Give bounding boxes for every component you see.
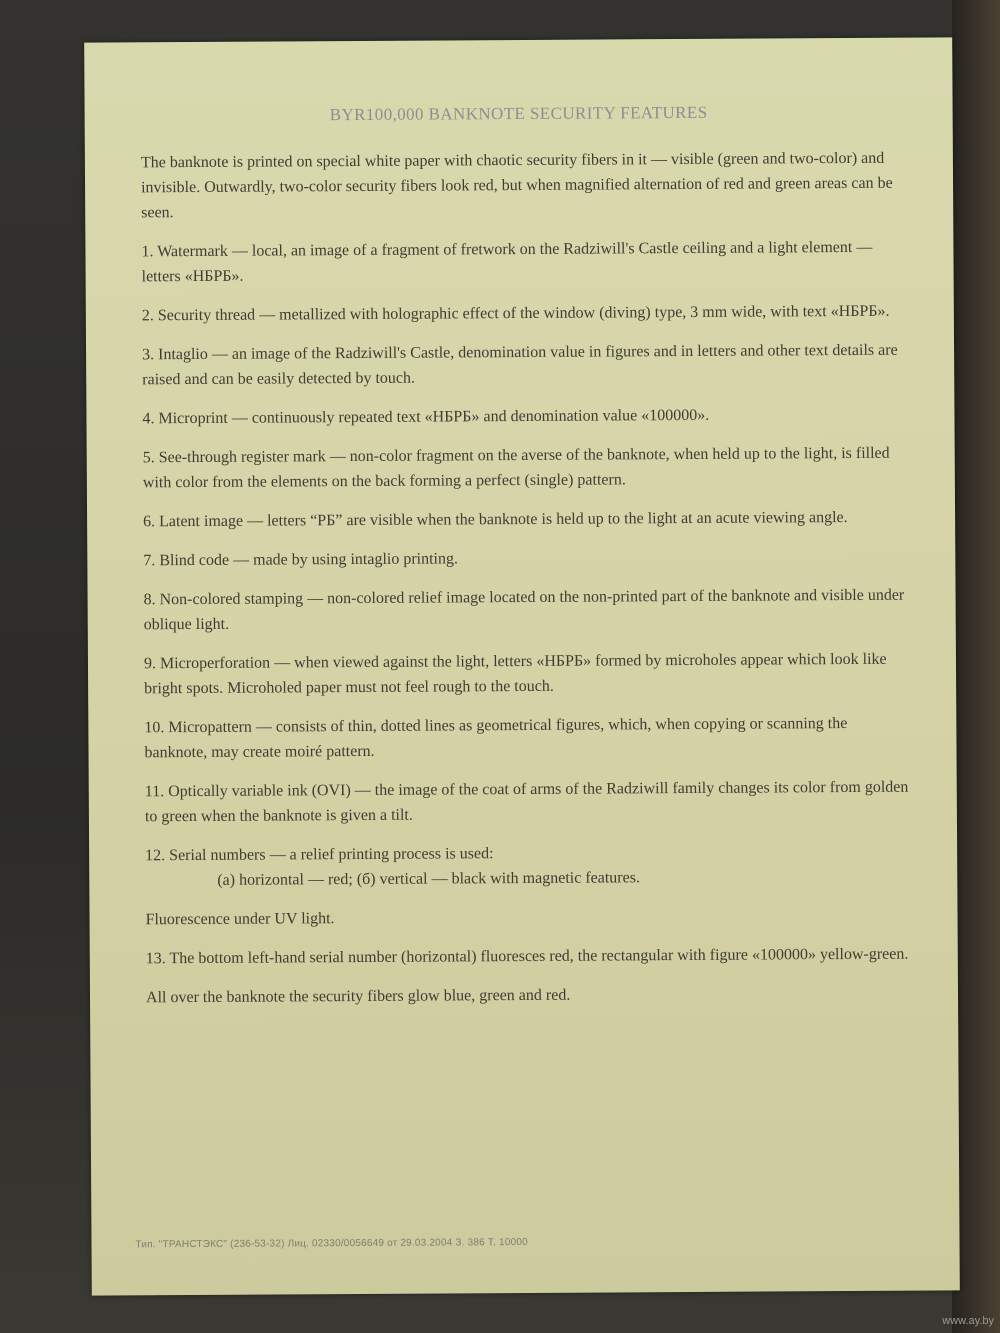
table-edge bbox=[952, 0, 1000, 1333]
serial-numbers-detail: (a) horizontal — red; (б) vertical — black with magnetic features. bbox=[217, 869, 640, 889]
feature-item-7: 7. Blind code — made by using intaglio printing. bbox=[143, 550, 459, 570]
uv-heading: Fluorescence under UV light. bbox=[145, 910, 335, 929]
feature-item-1: 1. Watermark — local, an image of a fragment of fretwork on the Radziwill's Castle ceiling and a light element — letters «НБРБ». bbox=[141, 238, 873, 286]
site-watermark: www.ay.by bbox=[942, 1315, 994, 1327]
intro-paragraph: The banknote is printed on special white paper with chaotic security fibers in it — visible (green and two-color) and invisible. Outwardly, two-color security fibers look red, but when magnified alternation of red and green areas can be seen. bbox=[140, 149, 893, 222]
feature-item-8: 8. Non-colored stamping — non-colored relief image located on the non-printed part of the banknote and visible under oblique light. bbox=[143, 586, 905, 634]
printer-imprint: Тип. "ТРАНСТЭКС" (236-53-32) Лиц. 02330/0056649 от 29.03.2004 З. 386 Т. 10000 bbox=[135, 1236, 528, 1251]
feature-item-5: 5. See-through register mark — non-color fragment on the averse of the banknote, when held up to the light, is filled with color from the elements on the back forming a perfect (single) pattern. bbox=[142, 444, 890, 492]
closing-paragraph: All over the banknote the security fibers glow blue, green and red. bbox=[145, 986, 571, 1007]
document-body bbox=[141, 146, 914, 1025]
feature-item-13: 13. The bottom left-hand serial number (horizontal) fluoresces red, the rectangular with figure «100000» yellow-green. bbox=[145, 945, 909, 968]
feature-item-10: 10. Micropattern — consists of thin, dotted lines as geometrical figures, which, when copying or scanning the banknote, may create moiré pattern. bbox=[144, 715, 848, 762]
feature-item-12: 12. Serial numbers — a relief printing process is used: bbox=[145, 845, 494, 865]
document-sheet bbox=[84, 37, 960, 1295]
feature-item-6: 6. Latent image — letters “РБ” are visible when the banknote is held up to the light at an acute viewing angle. bbox=[143, 509, 848, 531]
feature-item-2: 2. Security thread — metallized with holographic effect of the window (diving) type, 3 mm wide, with text «НБРБ». bbox=[141, 302, 890, 325]
feature-item-9: 9. Microperforation — when viewed against the light, letters «НБРБ» formed by microholes appear which look like bright spots. Microholed paper must not feel rough to the touch. bbox=[143, 650, 887, 698]
document-title: BYR100,000 BANKNOTE SECURITY FEATURES bbox=[329, 102, 708, 125]
feature-item-4: 4. Microprint — continuously repeated text «НБРБ» and denomination value «100000». bbox=[142, 406, 710, 428]
feature-item-11: 11. Optically variable ink (OVI) — the image of the coat of arms of the Radziwill family changes its color from golden to green when the banknote is given a tilt. bbox=[144, 778, 909, 826]
feature-item-3: 3. Intaglio — an image of the Radziwill's Castle, denomination value in figures and in letters and other text details are raised and can be easily detected by touch. bbox=[142, 341, 898, 389]
